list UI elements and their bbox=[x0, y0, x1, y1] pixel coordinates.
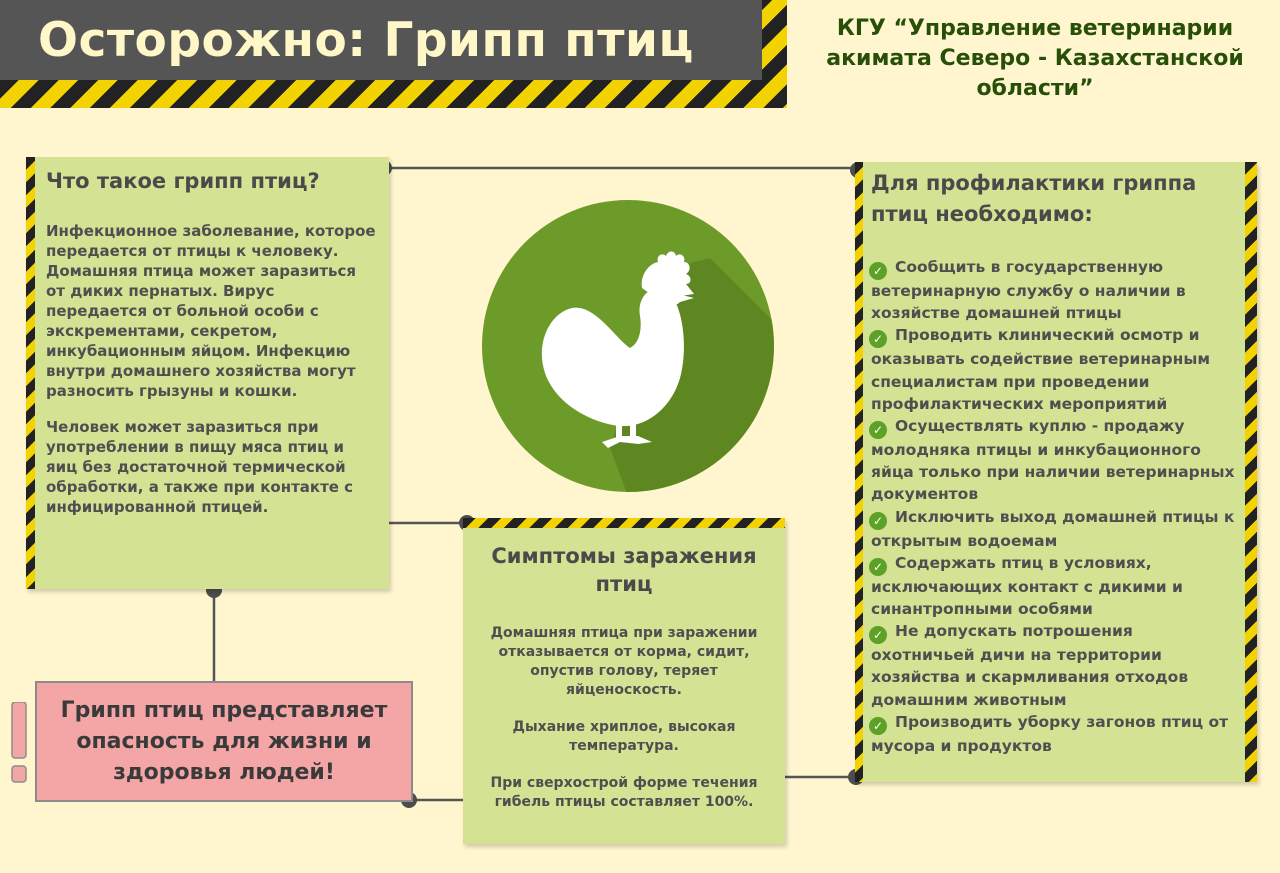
hazard-stripe bbox=[463, 518, 785, 528]
warning-box bbox=[35, 681, 413, 802]
prevention-item-text: Сообщить в государственную ветеринарную службу о наличии в хозяйстве домашней птицы bbox=[871, 258, 1186, 323]
prevention-item bbox=[863, 256, 1235, 324]
exclamation-icon bbox=[8, 702, 30, 784]
prevention-item bbox=[863, 324, 1235, 415]
check-circle-icon: ✓ bbox=[869, 558, 887, 576]
hazard-stripe bbox=[26, 157, 35, 589]
symptoms-paragraph: Домашняя птица при заражении отказывается от корма, сидит, опустив голову, теряет яйценоскость. bbox=[490, 625, 758, 698]
prevention-item bbox=[863, 506, 1235, 552]
prevention-item-text: Проводить клинический осмотр и оказывать содействие ветеринарным специалистам при проведении профилактических мероприятий bbox=[871, 326, 1211, 413]
prevention-item bbox=[863, 620, 1235, 711]
what-is-paragraph: Человек может заразиться при употреблении в пищу мяса птиц и яиц без достаточной термической обработки, а также при контакте с инфицированной птицей. bbox=[46, 418, 354, 516]
prevention-item-text: Исключить выход домашней птицы к открытым водоемам bbox=[871, 507, 1235, 550]
check-circle-icon: ✓ bbox=[869, 262, 887, 280]
symptoms-heading: Симптомы заражения птиц bbox=[491, 544, 757, 596]
check-circle-icon: ✓ bbox=[869, 512, 887, 530]
page-title: Осторожно: Грипп птиц bbox=[38, 12, 694, 68]
prevention-item bbox=[863, 552, 1235, 620]
check-circle-icon: ✓ bbox=[869, 421, 887, 439]
prevention-item-text: Производить уборку загонов птиц от мусора и продуктов bbox=[871, 712, 1229, 755]
prevention-item-text: Не допускать потрошения охотничьей дичи на территории хозяйства и скармливания отходов домашним животным bbox=[871, 622, 1189, 709]
check-circle-icon: ✓ bbox=[869, 626, 887, 644]
what-is-card bbox=[26, 157, 389, 589]
prevention-card bbox=[855, 162, 1257, 782]
chicken-icon bbox=[480, 198, 776, 494]
prevention-list bbox=[863, 256, 1235, 757]
prevention-item-text: Содержать птиц в условиях, исключающих контакт с дикими и синантропными особями bbox=[871, 553, 1183, 619]
hazard-stripe bbox=[855, 162, 863, 782]
check-circle-icon: ✓ bbox=[869, 717, 887, 735]
what-is-heading: Что такое грипп птиц? bbox=[46, 169, 320, 193]
what-is-paragraph: Инфекционное заболевание, которое передается от птицы к человеку. Домашняя птица может заразиться от диких пернатых. Вирус передается от больной особи с экскрементами, секретом, инкубационным яйцом. Инфекцию внутри домашнего хозяйства могут разносить грызуны и кошки. bbox=[46, 222, 376, 400]
symptoms-card bbox=[463, 518, 785, 844]
prevention-item-text: Осуществлять куплю - продажу молодняка птицы и инкубационного яйца только при наличии ветеринарных документов bbox=[871, 417, 1235, 504]
organization-name: КГУ “Управление ветеринарии акимата Северо - Казахстанской области” bbox=[826, 16, 1244, 101]
symptoms-paragraph: При сверхострой форме течения гибель птицы составляет 100%. bbox=[490, 775, 758, 810]
prevention-heading: Для профилактики гриппа птиц необходимо: bbox=[871, 171, 1197, 226]
symptoms-paragraph: Дыхание хриплое, высокая температура. bbox=[512, 719, 736, 754]
prevention-item bbox=[863, 711, 1235, 757]
hazard-stripe bbox=[1245, 162, 1257, 782]
check-circle-icon: ✓ bbox=[869, 330, 887, 348]
prevention-item bbox=[863, 415, 1235, 506]
warning-text: Грипп птиц представляет опасность для жизни и здоровья людей! bbox=[60, 698, 388, 785]
